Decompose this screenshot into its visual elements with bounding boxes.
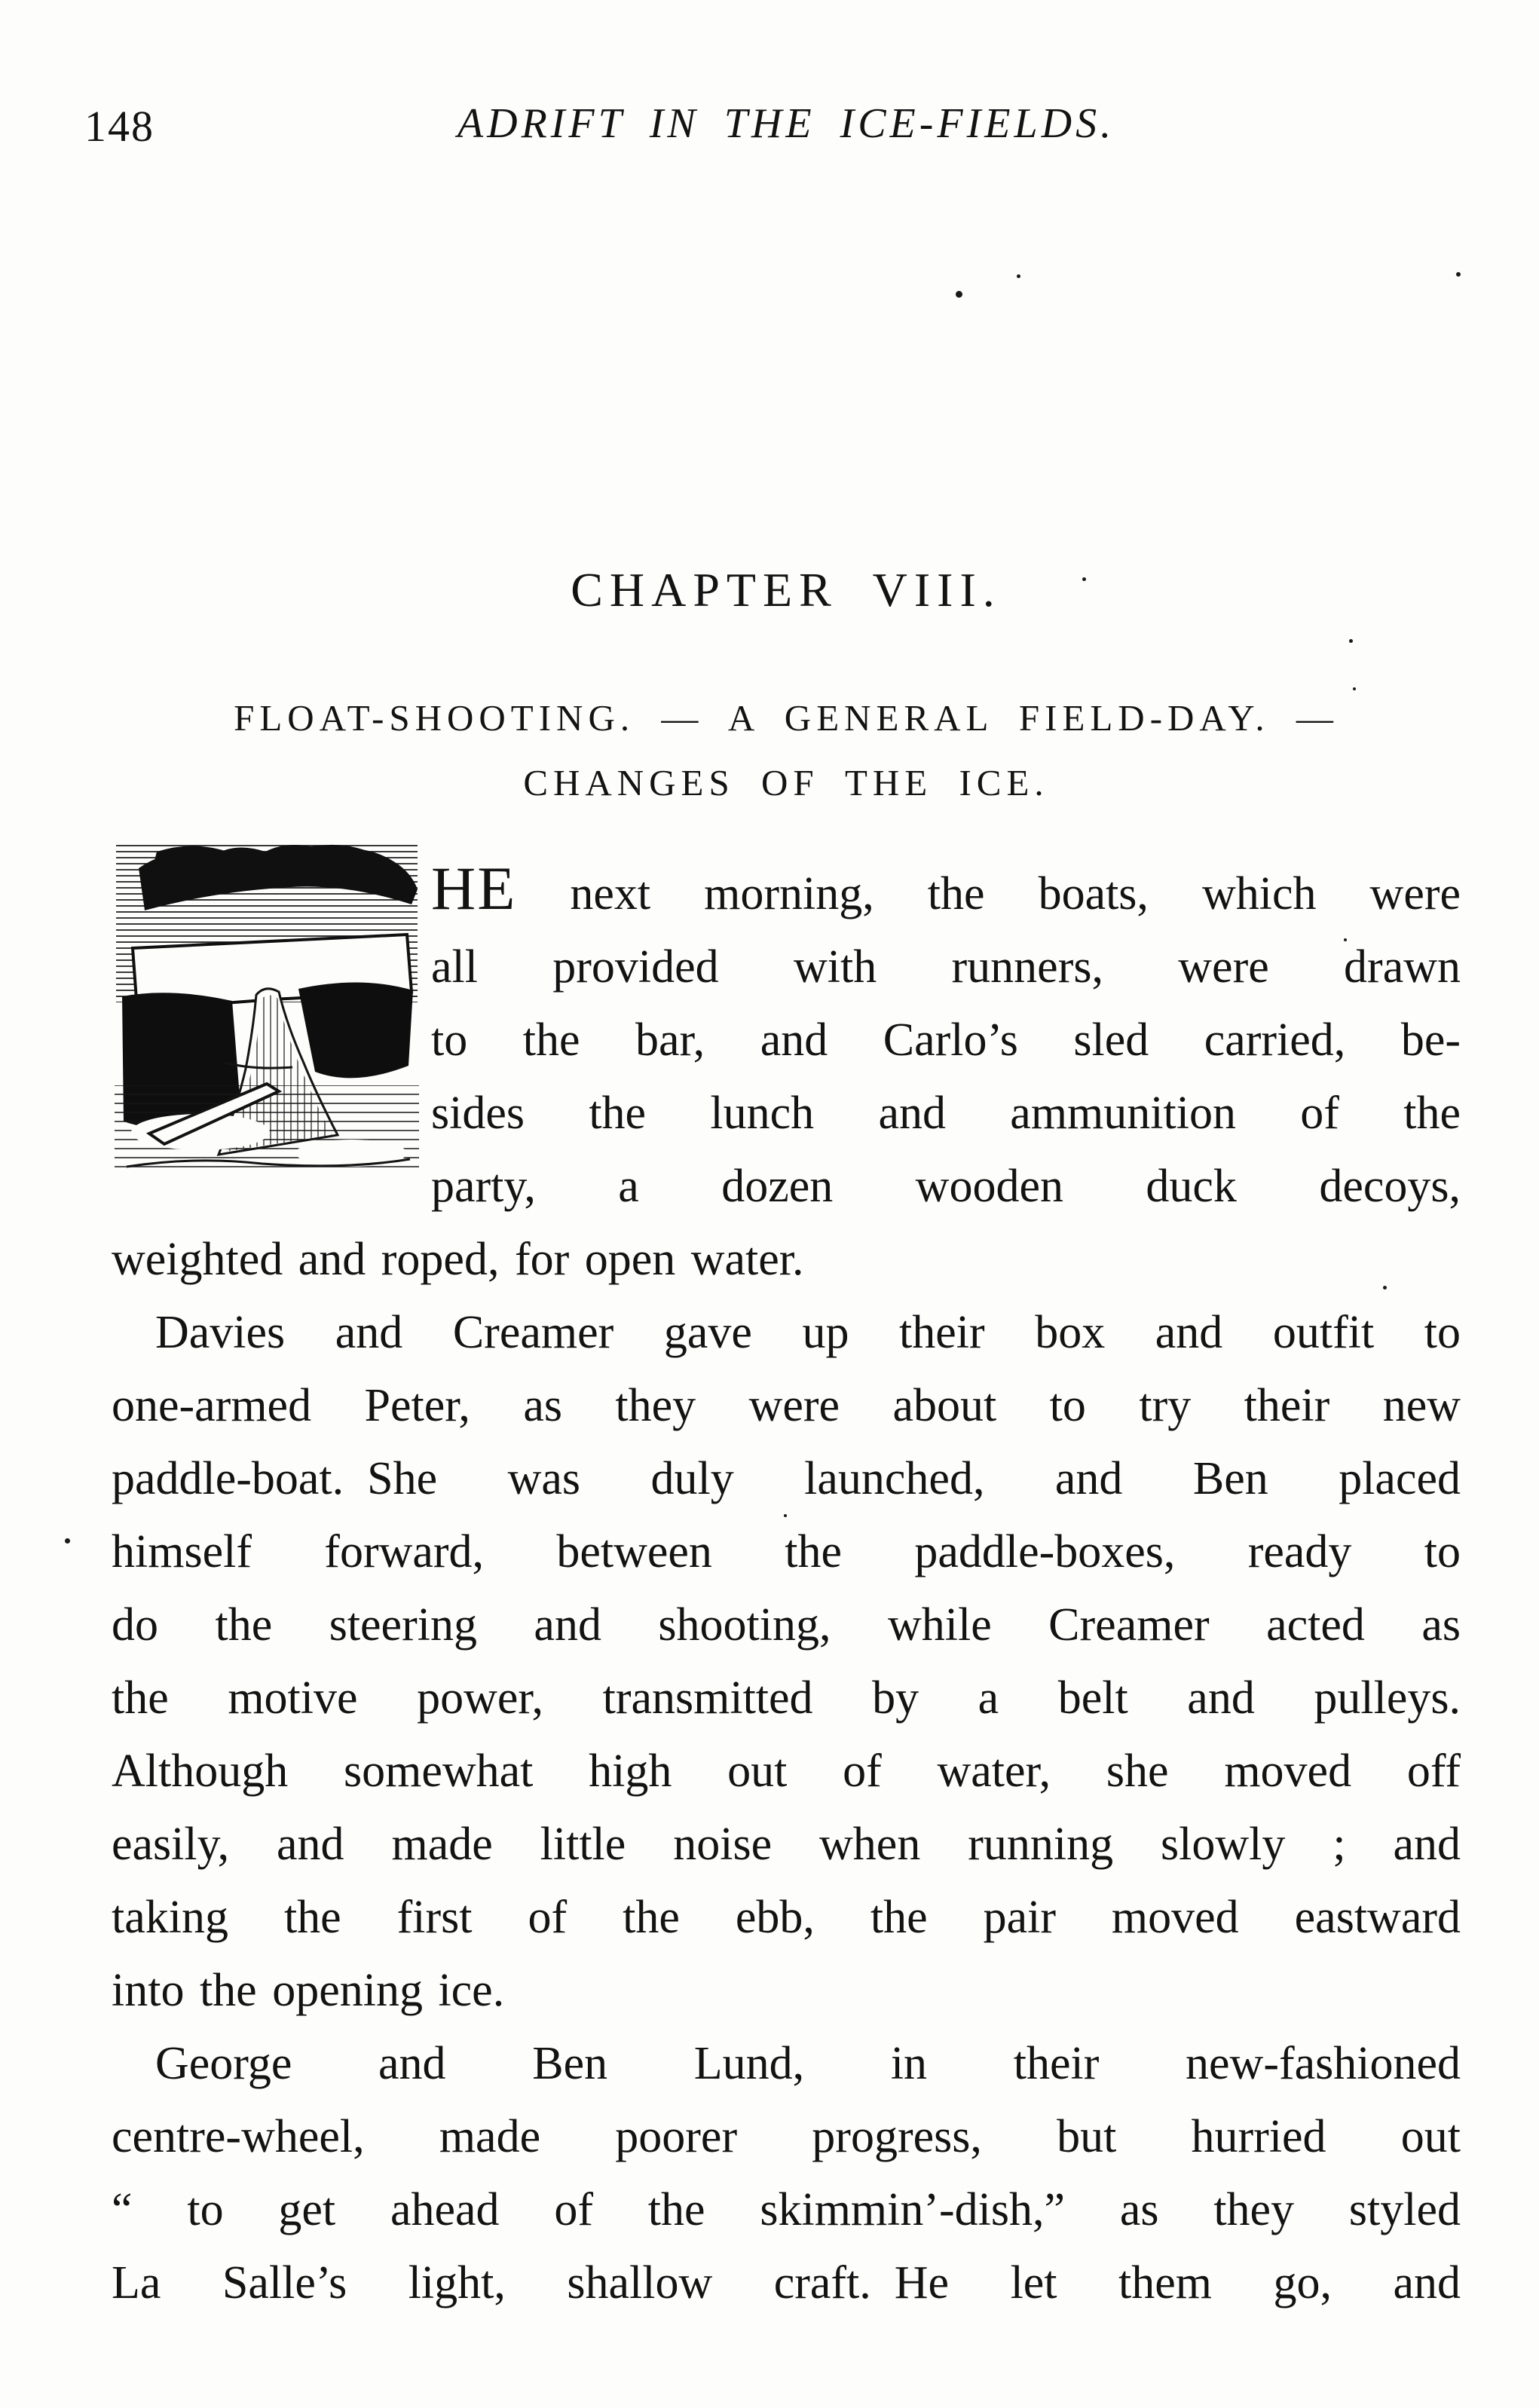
text-line: taking the first of the ebb, the pair moved eastward (112, 1892, 1461, 1943)
text-line: “ to get ahead of the skimmin’-dish,” as they styled (112, 2184, 1461, 2235)
text-line: himself forward, between the paddle-boxes, ready to (112, 1526, 1461, 1577)
ink-speck (1456, 272, 1461, 277)
text-line: sides the lunch and ammunition of the (431, 1088, 1461, 1139)
paragraph (112, 1296, 1461, 2027)
text-line: party, a dozen wooden duck decoys, (431, 1161, 1461, 1212)
text-line: all provided with runners, were drawn (431, 941, 1461, 993)
ink-speck (956, 291, 962, 298)
body-text (112, 852, 1461, 2320)
chapter-heading: CHAPTER VIII. (571, 563, 1002, 617)
text-line: Although somewhat high out of water, she moved off (112, 1746, 1461, 1797)
text-line: La Salle’s light, shallow craft. He let them go, and (112, 2257, 1461, 2309)
text-line-rest: next morning, the boats, which were (516, 868, 1461, 919)
running-head: ADRIFT IN THE ICE-FIELDS. (457, 100, 1115, 147)
text-line: Davies and Creamer gave up their box and outfit to (155, 1307, 1461, 1358)
text-line: the motive power, transmitted by a belt and pulleys. (112, 1672, 1461, 1724)
text-line: to the bar, and Carlo’s sled carried, be- (431, 1014, 1461, 1066)
chapter-subtitle-line: FLOAT-SHOOTING. — A GENERAL FIELD-DAY. — (234, 697, 1339, 739)
drop-initial: HE (431, 854, 517, 923)
text-line: George and Ben Lund, in their new-fashioned (155, 2038, 1461, 2089)
text-line: into the opening ice. (112, 1965, 505, 2016)
text-line: one-armed Peter, as they were about to try their new (112, 1380, 1461, 1431)
text-line: centre-wheel, made poorer progress, but hurried out (112, 2111, 1461, 2162)
ink-speck (65, 1538, 70, 1544)
text-line: weighted and roped, for open water. (112, 1234, 804, 1285)
chapter-subtitle (74, 686, 1498, 815)
chapter-woodcut-illustration (112, 837, 422, 1174)
ink-speck (1017, 274, 1020, 278)
text-line: paddle-boat. She was duly launched, and Ben placed (112, 1453, 1461, 1504)
chapter-subtitle-line: CHANGES OF THE ICE. (523, 762, 1049, 803)
ink-speck (1349, 639, 1353, 643)
page-number: 148 (84, 102, 155, 151)
woodcut-engraving-icon (112, 837, 422, 1174)
text-line: do the steering and shooting, while Creamer acted as (112, 1599, 1461, 1651)
text-line: easily, and made little noise when running slowly ; and (112, 1819, 1461, 1870)
paragraph (112, 2027, 1461, 2320)
